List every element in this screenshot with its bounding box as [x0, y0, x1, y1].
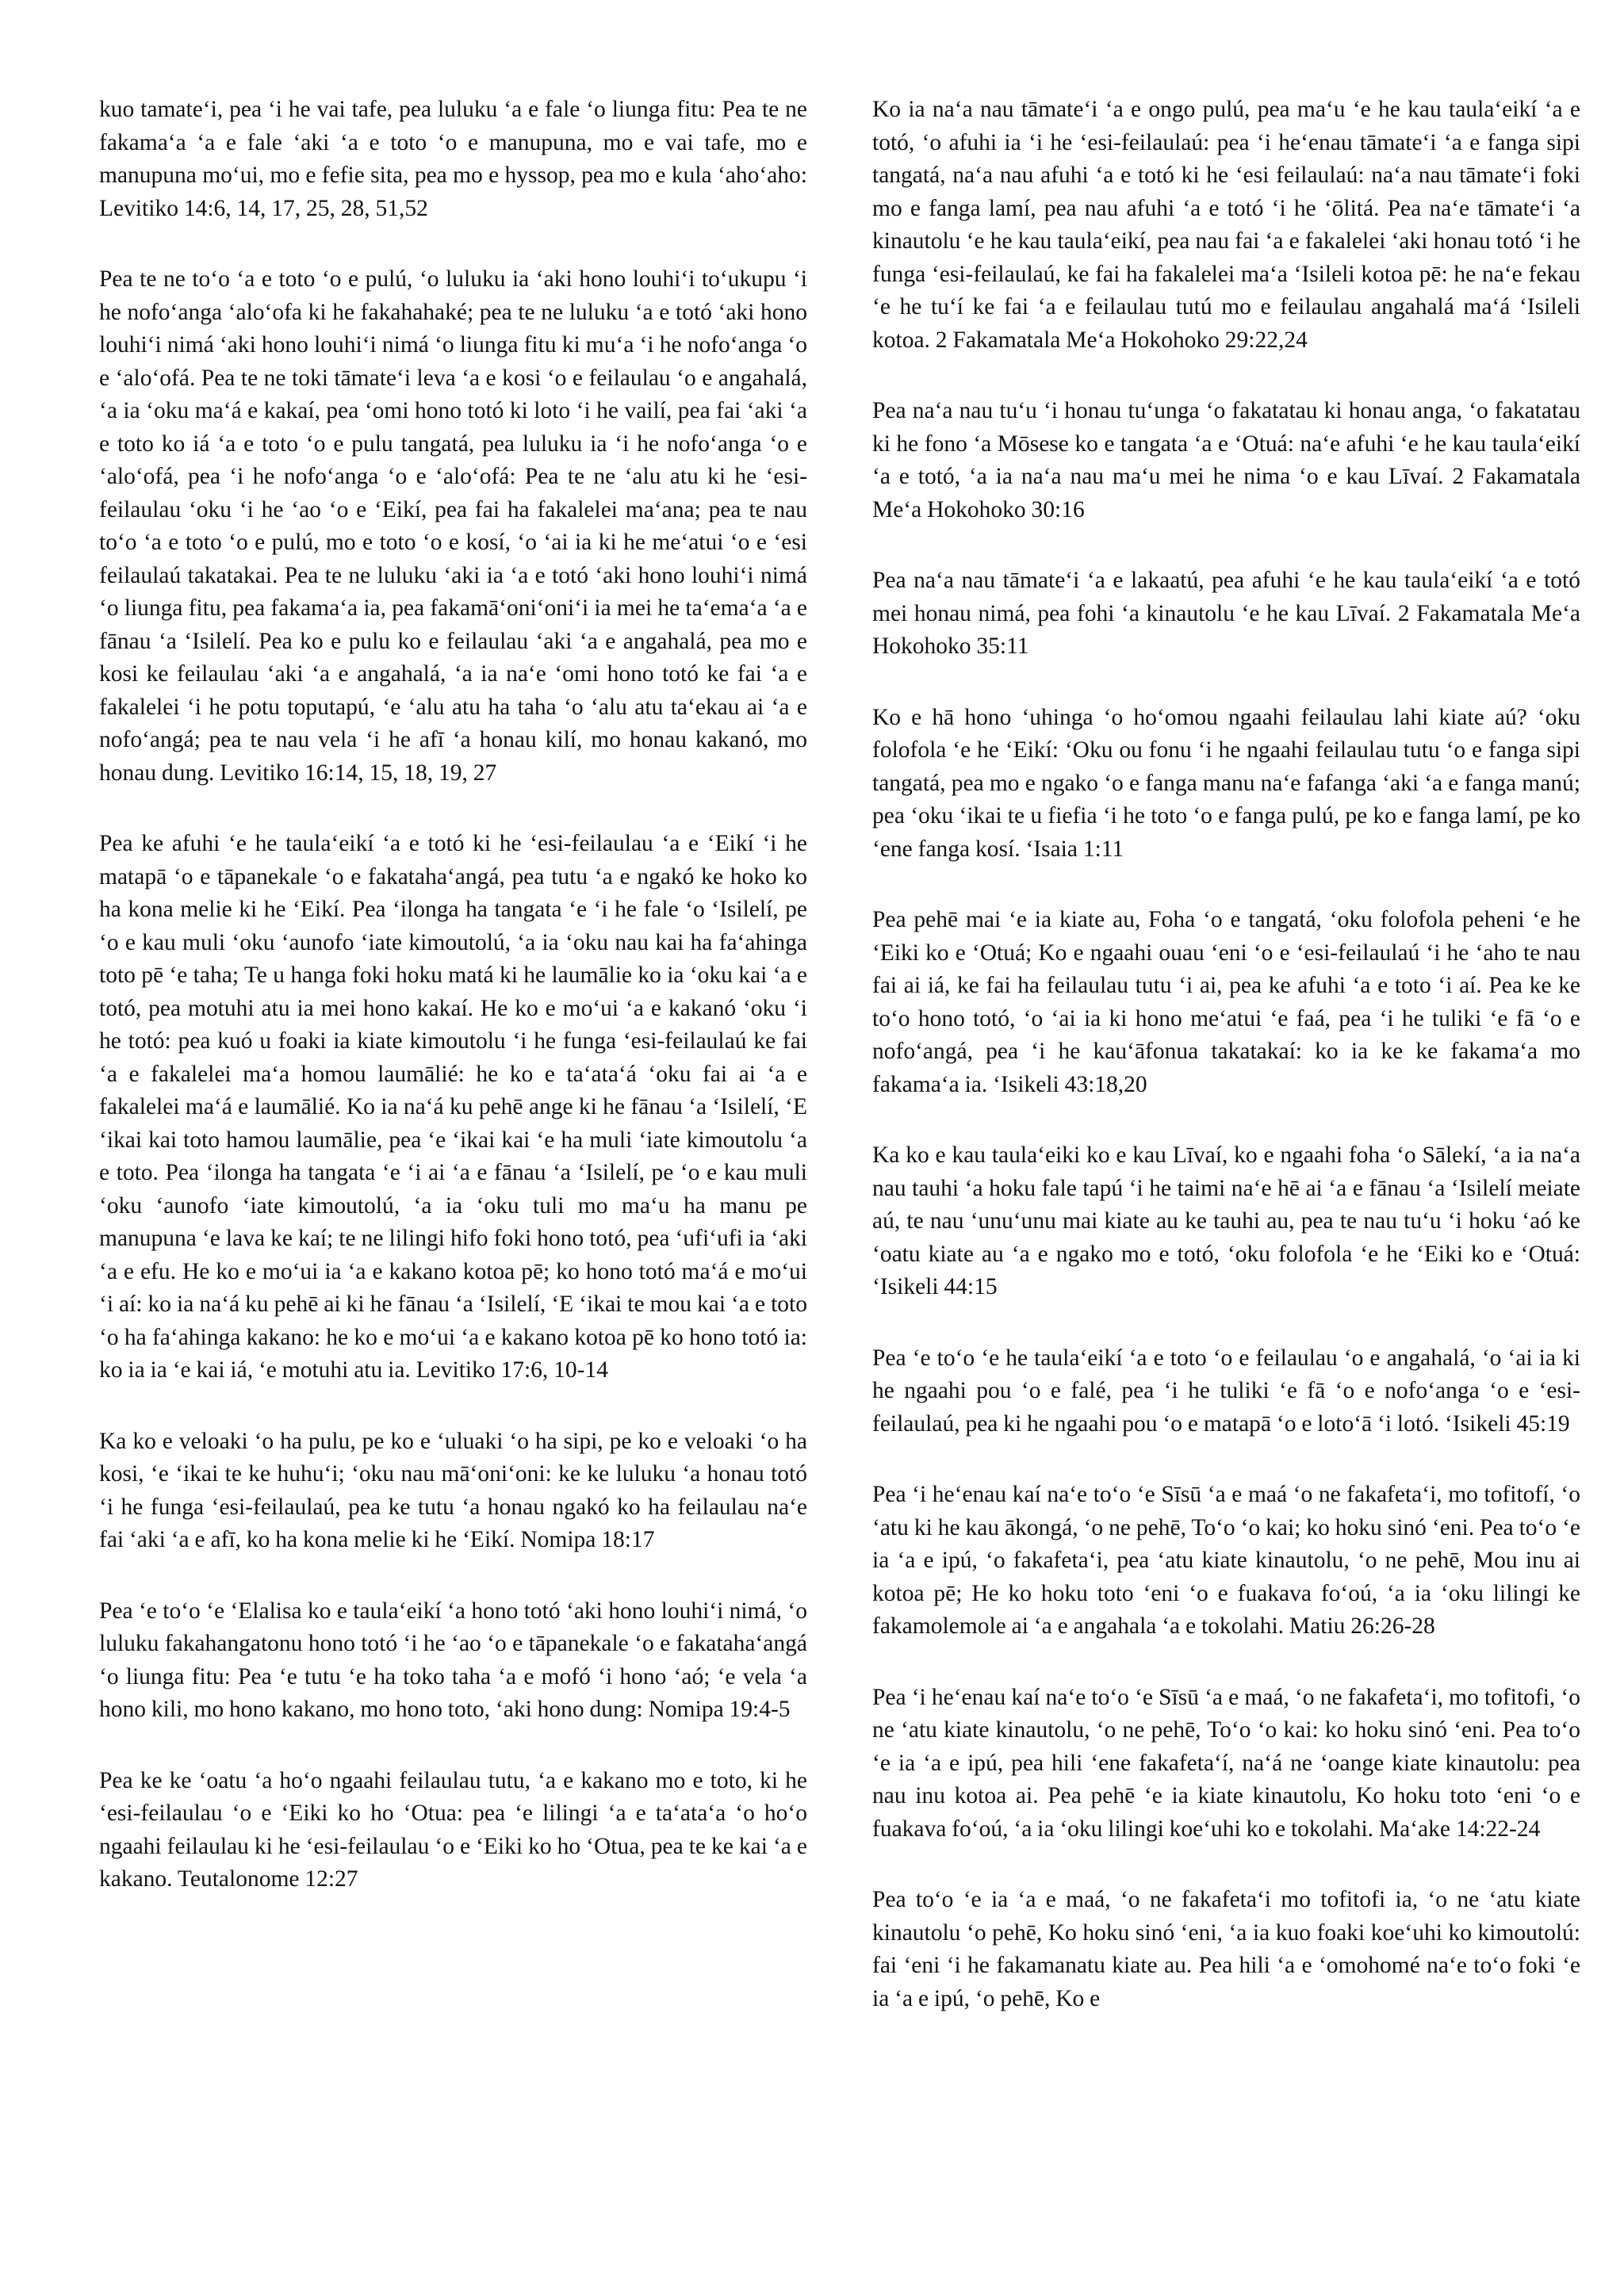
paragraph: Pea ‘i he‘enau kaí na‘e to‘o ‘e Sīsū ‘a e maá, ‘o ne fakafeta‘i, mo tofitofi, ‘o ne ‘atu kiate kinautolu, ‘o ne pehē, To‘o ‘o kai: ko hoku sinó ‘eni. Pea to‘o ‘e ia ‘a e ipú, pea hili ‘ene fakafeta‘í, na‘á ne ‘oange kiate kinautolu: pea nau inu kotoa ai. Pea pehē ‘e ia kiate kinautolu, Ko hoku toto ‘eni ‘o e fuakava fo‘oú, ‘a ia ‘oku lilingi koe‘uhi ko e tokolahi. Ma‘ake 14:22-24 [872, 1684, 1580, 1842]
right-column [872, 94, 1580, 2296]
paragraph: Pea pehē mai ‘e ia kiate au, Foha ‘o e tangatá, ‘oku folofola peheni ‘e he ‘Eiki ko e ‘Otuá; Ko e ngaahi ouau ‘eni ‘o e ‘esi-feilaulaú ‘i he ‘aho te nau fai ai iá, ke fai ha feilaulau tutu ‘i ai, pea ke afuhi ‘a e toto ‘i aí. Pea ke ke to‘o hono totó, ‘o ‘ai ia ki hono me‘atui ‘e faá, pea ‘i he tuliki ‘e fā ‘o e nofo‘angá, pea ‘i he kau‘āfonua takatakaí: ko ia ke ke fakama‘a mo fakama‘a ia. ‘Isikeli 43:18,20 [872, 907, 1580, 1097]
paragraph: Pea na‘a nau tāmate‘i ‘a e lakaatú, pea afuhi ‘e he kau taula‘eikí ‘a e totó mei honau nimá, pea fohi ‘a kinautolu ‘e he kau Līvaí. 2 Fakamatala Me‘a Hokohoko 35:11 [872, 568, 1580, 659]
paragraph: Ka ko e veloaki ‘o ha pulu, pe ko e ‘uluaki ‘o ha sipi, pe ko e veloaki ‘o ha kosi, ‘e ‘ikai te ke huhu‘i; ‘oku nau mā‘oni‘oni: ke ke luluku ‘a honau totó ‘i he funga ‘esi-feilaulaú, pea ke tutu ‘a honau ngakó ko ha feilaulau na‘e fai ‘aki ‘a e afī, ko ha kona melie ki he ‘Eikí. Nomipa 18:17 [99, 1428, 807, 1552]
paragraph: Pea ‘i he‘enau kaí na‘e to‘o ‘e Sīsū ‘a e maá ‘o ne fakafeta‘i, mo tofitofí, ‘o ‘atu ki he kau ākongá, ‘o ne pehē, To‘o ‘o kai; ko hoku sinó ‘eni. Pea to‘o ‘e ia ‘a e ipú, ‘o fakafeta‘i, pea ‘atu kiate kinautolu, ‘o ne pehē, Mou inu ai kotoa pē; He ko hoku toto ‘eni ‘o e fuakava fo‘oú, ‘a ia ‘oku lilingi ke fakamolemole ai ‘a e angahala ‘a e tokolahi. Matiu 26:26-28 [872, 1482, 1580, 1639]
paragraph: Pea na‘a nau tu‘u ‘i honau tu‘unga ‘o fakatatau ki honau anga, ‘o fakatatau ki he fono ‘a Mōsese ko e tangata ‘a e ‘Otuá: na‘e afuhi ‘e he kau taula‘eikí ‘a e totó, ‘a ia na‘a nau ma‘u mei he nima ‘o e kau Līvaí. 2 Fakamatala Me‘a Hokohoko 30:16 [872, 398, 1580, 522]
paragraph: Pea ‘e to‘o ‘e ‘Elalisa ko e taula‘eikí ‘a hono totó ‘aki hono louhi‘i nimá, ‘o luluku fakahangatonu hono totó ‘i he ‘ao ‘o e tāpanekale ‘o e fakataha‘angá ‘o liunga fitu: Pea ‘e tutu ‘e ha toko taha ‘a e mofó ‘i hono ‘aó; ‘e vela ‘a hono kili, mo hono kakano, mo hono toto, ‘aki hono dung: Nomipa 19:4-5 [99, 1598, 807, 1722]
paragraph: kuo tamate‘i, pea ‘i he vai tafe, pea luluku ‘a e fale ‘o liunga fitu: Pea te ne fakama‘a ‘a e fale ‘aki ‘a e toto ‘o e manupuna, mo e vai tafe, mo e manupuna mo‘ui, mo e fefie sita, pea mo e hyssop, pea mo e kula ‘aho‘aho: Levitiko 14:6, 14, 17, 25, 28, 51,52 [99, 97, 807, 221]
paragraph: Ko e hā hono ‘uhinga ‘o ho‘omou ngaahi feilaulau lahi kiate aú? ‘oku folofola ‘e he ‘Eikí: ‘Oku ou fonu ‘i he ngaahi feilaulau tutu ‘o e fanga sipi tangatá, pea mo e ngako ‘o e fanga manu na‘e fafanga ‘aki ‘a e fanga manú; pea ‘oku ‘ikai te u fiefia ‘i he toto ‘o e fanga pulú, pe ko e fanga lamí, pe ko ‘ene fanga kosí. ‘Isaia 1:11 [872, 704, 1580, 862]
paragraph: Pea ke ke ‘oatu ‘a ho‘o ngaahi feilaulau tutu, ‘a e kakano mo e toto, ki he ‘esi-feilaulau ‘o e ‘Eiki ko ho ‘Otua: pea ‘e lilingi ‘a e ta‘ata‘a ‘o ho‘o ngaahi feilaulau ki he ‘esi-feilaulau ‘o e ‘Eiki ko ho ‘Otua, pea te ke kai ‘a e kakano. Teutalonome 12:27 [99, 1767, 807, 1892]
paragraph: Pea ke afuhi ‘e he taula‘eikí ‘a e totó ki he ‘esi-feilaulau ‘a e ‘Eikí ‘i he matapā ‘o e tāpanekale ‘o e fakataha‘angá, pea tutu ‘a e ngakó ke hoko ko ha kona melie ki he ‘Eikí. Pea ‘ilonga ha tangata ‘e ‘i he fale ‘o ‘Isilelí, pe ‘o e kau muli ‘oku ‘aunofo ‘iate kimoutolú, ‘a ia ‘oku nau kai ha fa‘ahinga toto pē ‘e taha; Te u hanga foki hoku matá ki he laumālie ko ia ‘oku kai ‘a e totó, pea motuhi atu ia mei hono kakaí. He ko e mo‘ui ‘a e kakanó ‘oku ‘i he totó: pea kuó u foaki ia kiate kimoutolu ‘i he funga ‘esi-feilaulaú ke fai ‘a e fakalelei ma‘a homou laumālié: he ko e ta‘ata‘á ‘oku fai ai ‘a e fakalelei ma‘á e laumālié. Ko ia na‘á ku pehē ange ki he fānau ‘a ‘Isilelí, ‘E ‘ikai kai toto hamou laumālie, pea ‘e ‘ikai kai ‘e ha muli ‘iate kimoutolu ‘a e toto. Pea ‘ilonga ha tangata ‘e ‘i ai ‘a e fānau ‘a ‘Isilelí, pe ‘o e kau muli ‘oku ‘aunofo ‘iate kimoutolú, ‘a ia ‘oku tuli mo ma‘u ha manu pe manupuna ‘e lava ke kaí; te ne lilingi hifo foki hono totó, pea ‘ufi‘ufi ia ‘aki ‘a e efu. He ko e mo‘ui ia ‘a e kakano kotoa pē; ko hono totó ma‘á e mo‘ui ‘i aí: ko ia na‘á ku pehē ai ki he fānau ‘a ‘Isilelí, ‘E ‘ikai te mou kai ‘a e toto ‘o ha fa‘ahinga kakano: he ko e mo‘ui ‘a e kakano kotoa pē ko hono totó ia: ko ia ia ‘e kai iá, ‘e motuhi atu ia. Levitiko 17:6, 10-14 [99, 831, 807, 1383]
paragraph: Ko ia na‘a nau tāmate‘i ‘a e ongo pulú, pea ma‘u ‘e he kau taula‘eikí ‘a e totó, ‘o afuhi ia ‘i he ‘esi-feilaulaú: pea ‘i he‘enau tāmate‘i ‘a e fanga sipi tangatá, na‘a nau afuhi ‘a e totó ki he ‘esi feilaulaú: na‘a nau tāmate‘i foki mo e fanga lamí, pea nau afuhi ‘a e totó ‘i he ‘ōlitá. Pea na‘e tāmate‘i ‘a kinautolu ‘e he kau taula‘eikí, pea nau fai ‘a e fakalelei ‘aki honau totó ‘i he funga ‘esi-feilaulaú, ke fai ha fakalelei ma‘a ‘Isileli kotoa pē: he na‘e fekau ‘e he tu‘í ke fai ‘a e feilaulau tutú mo e feilaulau angahalá ma‘á ‘Isileli kotoa. 2 Fakamatala Me‘a Hokohoko 29:22,24 [872, 97, 1580, 353]
paragraph: Pea te ne to‘o ‘a e toto ‘o e pulú, ‘o luluku ia ‘aki hono louhi‘i to‘ukupu ‘i he nofo‘anga ‘alo‘ofa ki he fakahahaké; pea te ne luluku ‘a e totó ‘aki hono louhi‘i nimá ‘aki hono louhi‘i nimá ‘o liunga fitu ki mu‘a ‘i he nofo‘anga ‘o e ‘alo‘ofá. Pea te ne toki tāmate‘i leva ‘a e kosi ‘o e feilaulau ‘o e angahalá, ‘a ia ‘oku ma‘á e kakaí, pea ‘omi hono totó ki loto ‘i he vailí, pea fai ‘aki ‘a e toto ko iá ‘a e toto ‘o e pulu tangatá, pea luluku ia ‘i he nofo‘anga ‘o e ‘alo‘ofá, pea ‘i he nofo‘anga ‘o e ‘alo‘ofá: Pea te ne ‘alu atu ki he ‘esi-feilaulau ‘oku ‘i he ‘ao ‘o e ‘Eikí, pea fai ha fakalelei ma‘ana; pea te nau to‘o ‘a e toto ‘o e pulú, mo e toto ‘o e kosí, ‘o ‘ai ia ki he me‘atui ‘o e ‘esi feilaulaú takatakai. Pea te ne luluku ‘aki ia ‘a e totó ‘aki hono louhi‘i nimá ‘o liunga fitu, pea fakama‘a ia, pea fakamā‘oni‘oni‘i ia mei he ta‘ema‘a ‘a e fānau ‘a ‘Isilelí. Pea ko e pulu ko e feilaulau ‘aki ‘a e angahalá, pea mo e kosi ke feilaulau ‘aki ‘a e angahalá, ‘a ia na‘e ‘omi hono totó ke fai ‘a e fakalelei ‘i he potu toputapú, ‘e ‘alu atu ha taha ‘o ‘alu atu ta‘ekau ai ‘a e nofo‘angá; pea te nau vela ‘i he afī ‘a honau kilí, mo honau kakanó, mo honau dung. Levitiko 16:14, 15, 18, 19, 27 [99, 266, 807, 786]
paragraph: Pea ‘e to‘o ‘e he taula‘eikí ‘a e toto ‘o e feilaulau ‘o e angahalá, ‘o ‘ai ia ki he ngaahi pou ‘o e falé, pea ‘i he tuliki ‘e fā ‘o e nofo‘anga ‘o e ‘esi-feilaulaú, pea ki he ngaahi pou ‘o e matapā ‘o e loto‘ā ‘i lotó. ‘Isikeli 45:19 [872, 1345, 1580, 1437]
left-column [99, 94, 807, 2296]
paragraph: Ka ko e kau taula‘eiki ko e kau Līvaí, ko e ngaahi foha ‘o Sālekí, ‘a ia na‘a nau tauhi ‘a hoku fale tapú ‘i he taimi na‘e hē ai ‘a e fānau ‘a ‘Isilelí meiate aú, te nau ‘unu‘unu mai kiate au ke tauhi au, pea te nau tu‘u ‘i hoku ‘aó ke ‘oatu kiate au ‘a e ngako mo e totó, ‘oku folofola ‘e he ‘Eiki ko e ‘Otuá: ‘Isikeli 44:15 [872, 1142, 1580, 1299]
paragraph: Pea to‘o ‘e ia ‘a e maá, ‘o ne fakafeta‘i mo tofitofi ia, ‘o ne ‘atu kiate kinautolu ‘o pehē, Ko hoku sinó ‘eni, ‘a ia kuo foaki koe‘uhi ko kimoutolú: fai ‘eni ‘i he fakamanatu kiate au. Pea hili ‘a e ‘omohomé na‘e to‘o foki ‘e ia ‘a e ipú, ‘o pehē, Ko e [872, 1887, 1580, 2011]
